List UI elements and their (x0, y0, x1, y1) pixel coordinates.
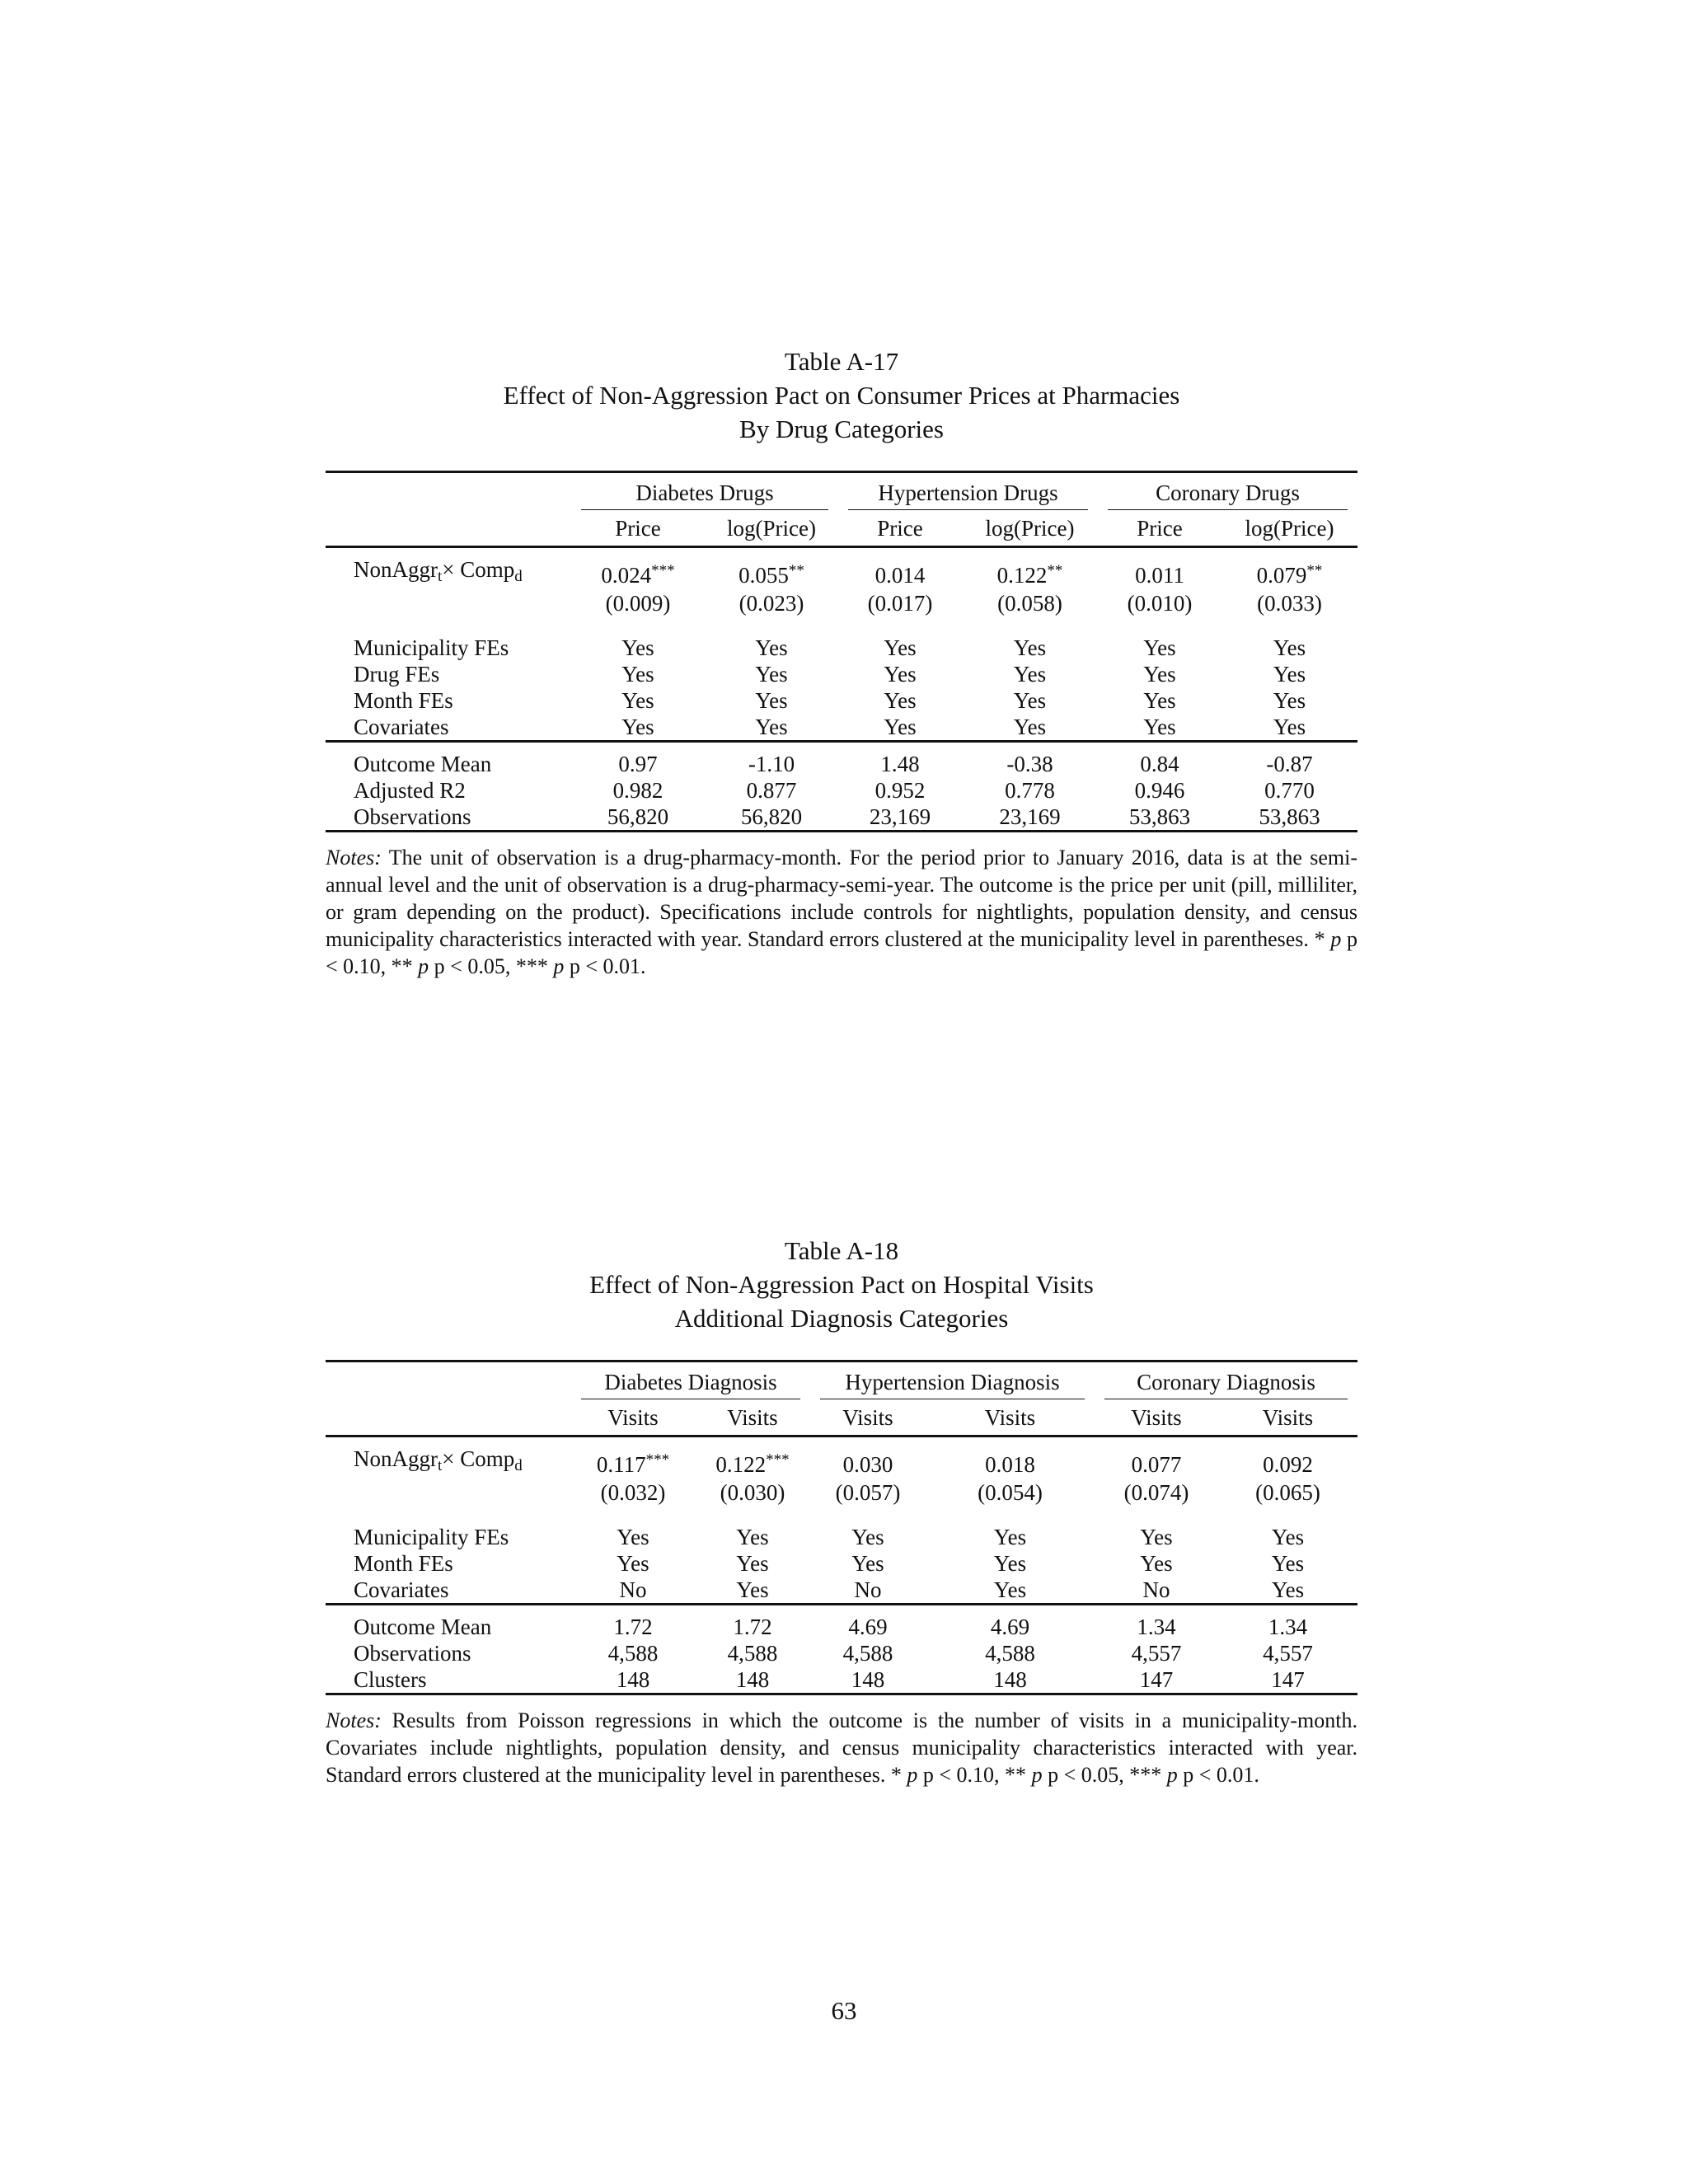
table-cell: 4,557 (1131, 1641, 1182, 1666)
row-label: Adjusted R2 (354, 778, 466, 803)
table-a18-caption (326, 1234, 1357, 1335)
fixed-effect-row (326, 687, 1357, 714)
group-header: Hypertension Drugs (848, 480, 1088, 510)
table-cell: Yes (851, 1525, 884, 1549)
table-cell: Yes (621, 688, 654, 713)
std-error-cell: (0.058) (997, 591, 1062, 616)
table-a18 (326, 1360, 1357, 1695)
table-cell: Yes (755, 688, 788, 713)
table-cell: Yes (621, 662, 654, 687)
coefficient-cell: 0.077 (1131, 1452, 1182, 1477)
column-header: Visits (1218, 1400, 1357, 1436)
coefficient-cell: 0.122*** (715, 1451, 790, 1477)
table-cell: Yes (736, 1525, 769, 1549)
table-cell: Yes (1013, 688, 1047, 713)
coefficient-cell: 0.079** (1256, 562, 1323, 588)
table-cell: Yes (1218, 1577, 1357, 1605)
stat-row (326, 1666, 1357, 1694)
table-cell: 23,169 (962, 804, 1098, 832)
std-error-cell: (0.057) (835, 1480, 901, 1505)
table-cell: Yes (1140, 1551, 1173, 1576)
table-a17 (326, 471, 1357, 832)
fixed-effect-row (326, 1577, 1357, 1605)
table-cell: Yes (1140, 1525, 1173, 1549)
group-header-row (326, 472, 1357, 512)
coefficient-cell: 0.014 (874, 563, 926, 588)
coefficient-cell: 0.122** (996, 562, 1063, 588)
std-error-cell: (0.065) (1255, 1480, 1320, 1505)
column-header: Visits (810, 1400, 926, 1436)
table-a17-block (326, 344, 1357, 980)
column-header: Price (1098, 511, 1221, 547)
coefficient-row (326, 1446, 1357, 1479)
table-cell: Yes (1271, 1525, 1305, 1549)
fixed-effect-row (326, 714, 1357, 742)
column-header: Price (571, 511, 705, 547)
table-cell: Yes (1221, 714, 1357, 742)
row-label: Drug FEs (354, 662, 440, 687)
table-cell: Yes (571, 714, 705, 742)
table-cell: Yes (1013, 662, 1047, 687)
std-error-cell: (0.009) (605, 591, 671, 616)
coefficient-label: NonAggr$_t$× Comp$_d$ (354, 557, 523, 585)
table-cell: 0.952 (874, 778, 926, 803)
row-label: Outcome Mean (354, 752, 492, 776)
table-cell: 53,863 (1098, 804, 1221, 832)
table-cell: 1.34 (1137, 1615, 1176, 1639)
table-a18-subtitle: Additional Diagnosis Categories (674, 1304, 1009, 1333)
table-cell: 1.72 (733, 1615, 772, 1639)
column-header: Visits (1095, 1400, 1218, 1436)
table-cell: 0.982 (612, 778, 663, 803)
table-cell: 148 (926, 1666, 1095, 1694)
table-cell: 4,588 (842, 1641, 893, 1666)
table-cell: Yes (884, 635, 917, 660)
table-a17-notes: Notes: The unit of observation is a drug-pharmacy-month. For the period prior to January 2016, data is at the semi-annual level and the unit of observation is a drug-pharmacy-semi-year. The outcome is the price per unit (pill, milliliter, or gram depending on the product). Specifications include controls for nightlights, population density, and census municipality characteristics interacted with year. Standard errors clustered at the municipality level in parentheses. * p p < 0.10, ** p p < 0.05, *** p p < 0.01. (326, 846, 1357, 978)
table-a17-label: Table A-17 (784, 347, 899, 376)
table-cell: 56,820 (705, 804, 838, 832)
table-cell: 56,820 (571, 804, 705, 832)
std-error-cell: (0.074) (1123, 1480, 1189, 1505)
table-cell: 4,588 (607, 1641, 659, 1666)
table-cell: 147 (1218, 1666, 1357, 1694)
coefficient-row (326, 556, 1357, 590)
table-cell: Yes (621, 635, 654, 660)
table-cell: Yes (926, 1577, 1095, 1605)
table-cell: 4.69 (990, 1615, 1030, 1639)
group-header: Coronary Drugs (1108, 480, 1348, 510)
column-header: Visits (695, 1400, 810, 1436)
std-error-row (326, 590, 1357, 616)
table-cell: 23,169 (838, 804, 962, 832)
table-cell: Yes (838, 714, 962, 742)
table-cell: 1.48 (880, 752, 920, 776)
table-cell: Yes (1143, 662, 1176, 687)
table-cell: 0.770 (1264, 778, 1315, 803)
fixed-effect-row (326, 635, 1357, 661)
table-cell: 148 (695, 1666, 810, 1694)
table-cell: Yes (1271, 1551, 1305, 1576)
table-cell: 4.69 (848, 1615, 888, 1639)
stat-row (326, 751, 1357, 777)
table-cell: Yes (755, 635, 788, 660)
table-cell: Yes (736, 1551, 769, 1576)
fixed-effect-row (326, 1550, 1357, 1577)
table-cell: Yes (884, 688, 917, 713)
table-a18-block (326, 1234, 1357, 1788)
table-cell: Yes (1143, 688, 1176, 713)
column-header: log(Price) (705, 511, 838, 547)
table-cell: Yes (993, 1551, 1027, 1576)
coefficient-cell: 0.092 (1263, 1452, 1313, 1477)
column-header-row (326, 1400, 1357, 1436)
table-cell: 0.84 (1140, 752, 1179, 776)
table-cell: Yes (1273, 662, 1306, 687)
table-cell: Yes (1143, 635, 1176, 660)
column-header-row (326, 511, 1357, 547)
table-cell: No (1095, 1577, 1218, 1605)
table-cell: -0.38 (1006, 752, 1053, 776)
row-label: Month FEs (354, 1551, 453, 1576)
row-label: Covariates (326, 1577, 571, 1605)
table-cell: 0.946 (1134, 778, 1185, 803)
table-cell: 1.34 (1268, 1615, 1308, 1639)
table-cell: 0.877 (746, 778, 797, 803)
fixed-effect-row (326, 661, 1357, 687)
table-cell: Yes (962, 714, 1098, 742)
coefficient-cell: 0.030 (842, 1452, 893, 1477)
table-cell: Yes (695, 1577, 810, 1605)
table-cell: 0.778 (1005, 778, 1055, 803)
table-cell: No (571, 1577, 695, 1605)
group-header: Diabetes Drugs (581, 480, 828, 510)
table-a18-label: Table A-18 (784, 1236, 899, 1265)
table-a18-title: Effect of Non-Aggression Pact on Hospital Visits (589, 1270, 1094, 1299)
group-header-row (326, 1361, 1357, 1401)
table-cell: Yes (1273, 635, 1306, 660)
coefficient-cell: 0.055** (738, 562, 804, 588)
table-cell: Yes (851, 1551, 884, 1576)
stat-row (326, 1640, 1357, 1666)
row-label: Observations (354, 1641, 471, 1666)
table-cell: Yes (617, 1525, 649, 1549)
std-error-cell: (0.032) (600, 1480, 666, 1505)
table-a17-subtitle: By Drug Categories (739, 415, 944, 443)
table-cell: 147 (1095, 1666, 1218, 1694)
row-label: Municipality FEs (354, 635, 509, 660)
std-error-cell: (0.023) (738, 591, 804, 616)
table-cell: 148 (571, 1666, 695, 1694)
std-error-row (326, 1479, 1357, 1506)
table-cell: 4,588 (727, 1641, 778, 1666)
table-a17-title: Effect of Non-Aggression Pact on Consumer Prices at Pharmacies (503, 381, 1180, 410)
std-error-cell: (0.030) (720, 1480, 785, 1505)
page-number: 63 (831, 1996, 857, 2025)
std-error-cell: (0.054) (978, 1480, 1043, 1505)
table-cell: 0.97 (618, 752, 658, 776)
column-header: Price (838, 511, 962, 547)
coefficient-cell: 0.117*** (596, 1451, 670, 1477)
table-cell: -1.10 (748, 752, 795, 776)
table-cell: Yes (617, 1551, 649, 1576)
table-cell: 4,588 (985, 1641, 1035, 1666)
coefficient-cell: 0.011 (1135, 563, 1184, 588)
table-cell: Yes (884, 662, 917, 687)
column-header: Visits (571, 1400, 695, 1436)
row-label: Outcome Mean (354, 1615, 492, 1639)
column-header: log(Price) (962, 511, 1098, 547)
group-header: Coronary Diagnosis (1104, 1369, 1348, 1399)
column-header: log(Price) (1221, 511, 1357, 547)
table-cell: Yes (1013, 635, 1047, 660)
table-cell: Yes (755, 662, 788, 687)
table-a18-notes: Notes: Results from Poisson regressions in which the outcome is the number of visits in a municipality-month. Covariates include nightlights, population density, and census municipality characteristics interacted with year. Standard errors clustered at the municipality level in parentheses. * p p < 0.10, ** p p < 0.05, *** p p < 0.01. (326, 1708, 1357, 1787)
stat-row (326, 777, 1357, 804)
group-header: Diabetes Diagnosis (581, 1369, 800, 1399)
row-label: Month FEs (354, 688, 453, 713)
table-cell: Yes (705, 714, 838, 742)
fixed-effect-row (326, 1524, 1357, 1550)
stat-row (326, 804, 1357, 832)
row-label: Covariates (326, 714, 571, 742)
std-error-cell: (0.033) (1257, 591, 1322, 616)
table-cell: -0.87 (1266, 752, 1313, 776)
coefficient-cell: 0.018 (985, 1452, 1035, 1477)
column-header: Visits (926, 1400, 1095, 1436)
row-label: Clusters (326, 1666, 571, 1694)
table-cell: 1.72 (613, 1615, 653, 1639)
table-cell: Yes (993, 1525, 1027, 1549)
table-cell: 148 (810, 1666, 926, 1694)
stat-row (326, 1614, 1357, 1640)
row-label: Municipality FEs (354, 1525, 509, 1549)
coefficient-cell: 0.024*** (601, 562, 675, 588)
table-cell: Yes (1273, 688, 1306, 713)
table-cell: 53,863 (1221, 804, 1357, 832)
table-cell: Yes (1098, 714, 1221, 742)
table-cell: 4,557 (1263, 1641, 1313, 1666)
std-error-cell: (0.010) (1127, 591, 1193, 616)
coefficient-label: NonAggr$_t$× Comp$_d$ (354, 1446, 523, 1474)
table-cell: No (810, 1577, 926, 1605)
std-error-cell: (0.017) (867, 591, 933, 616)
row-label: Observations (326, 804, 571, 832)
table-a17-caption (326, 344, 1357, 446)
group-header: Hypertension Diagnosis (820, 1369, 1085, 1399)
